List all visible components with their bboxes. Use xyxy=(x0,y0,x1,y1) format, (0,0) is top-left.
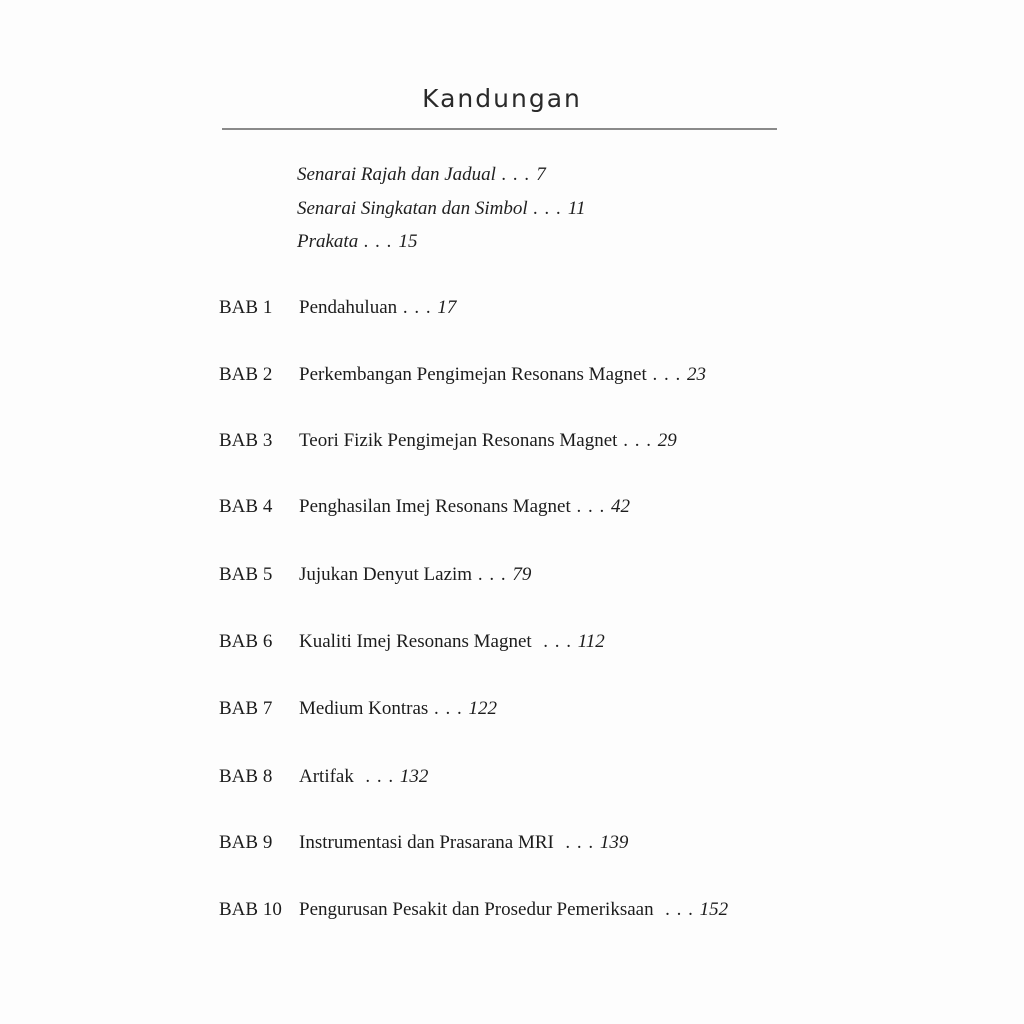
chapter-page: 132 xyxy=(399,766,429,787)
chapter-title: Jujukan Denyut Lazim xyxy=(299,564,473,585)
entry-title: Senarai Rajah dan Jadual xyxy=(297,164,496,185)
chapter-title: Kualiti Imej Resonans Magnet xyxy=(299,631,532,652)
chapter-title: Pendahuluan xyxy=(299,297,398,318)
chapter-title: Medium Kontras xyxy=(299,698,429,719)
entry-page: 7 xyxy=(536,164,546,185)
chapter-entry xyxy=(219,698,497,720)
entry-dots: . . . xyxy=(570,496,612,517)
title-divider xyxy=(222,128,777,130)
chapter-label: BAB 3 xyxy=(219,430,273,451)
chapter-label: BAB 1 xyxy=(219,297,273,318)
entry-dots: . . . xyxy=(397,297,438,318)
chapter-title: Perkembangan Pengimejan Resonans Magnet xyxy=(299,364,647,385)
chapter-entry xyxy=(219,899,728,921)
entry-dots: . . . xyxy=(358,231,399,252)
chapter-page: 79 xyxy=(512,564,532,585)
chapter-page: 152 xyxy=(699,899,729,920)
chapter-title: Pengurusan Pesakit dan Prosedur Pemeriksaan xyxy=(299,899,654,920)
entry-page: 11 xyxy=(567,198,586,219)
entry-dots: . . . xyxy=(495,164,537,185)
entry-dots: . . . xyxy=(617,430,658,451)
chapter-page: 122 xyxy=(468,698,498,719)
entry-dots: . . . xyxy=(531,631,578,652)
chapter-label: BAB 5 xyxy=(219,564,273,585)
entry-title: Prakata xyxy=(297,231,359,252)
chapter-title: Penghasilan Imej Resonans Magnet xyxy=(299,496,571,517)
chapter-page: 17 xyxy=(437,297,457,318)
entry-page: 15 xyxy=(398,231,418,252)
entry-dots: . . . xyxy=(472,564,513,585)
entry-title: Senarai Singkatan dan Simbol xyxy=(297,198,528,219)
chapter-entry xyxy=(219,631,605,653)
chapter-page: 23 xyxy=(686,364,706,385)
entry-dots: . . . xyxy=(527,198,568,219)
chapter-label: BAB 7 xyxy=(219,698,273,719)
page-title: Kandungan xyxy=(422,84,582,113)
entry-dots: . . . xyxy=(646,364,687,385)
chapter-title: Teori Fizik Pengimejan Resonans Magnet xyxy=(299,430,618,451)
front-matter-entry xyxy=(297,198,585,220)
chapter-label: BAB 9 xyxy=(219,832,273,853)
chapter-entry xyxy=(219,832,628,854)
chapter-label: BAB 2 xyxy=(219,364,273,385)
chapter-page: 42 xyxy=(611,496,631,517)
chapter-entry xyxy=(219,297,456,319)
chapter-entry xyxy=(219,564,531,586)
chapter-page: 139 xyxy=(599,832,629,853)
entry-dots: . . . xyxy=(428,698,469,719)
chapter-entry xyxy=(219,364,706,386)
chapter-entry xyxy=(219,430,677,452)
chapter-title: Artifak xyxy=(299,766,354,787)
front-matter-entry xyxy=(297,164,546,186)
chapter-entry xyxy=(219,496,630,518)
front-matter-entry xyxy=(297,231,417,253)
chapter-entry xyxy=(219,766,428,788)
chapter-label: BAB 8 xyxy=(219,766,273,787)
entry-dots: . . . xyxy=(353,766,400,787)
chapter-page: 29 xyxy=(657,430,677,451)
chapter-title: Instrumentasi dan Prasarana MRI xyxy=(299,832,554,853)
entry-dots: . . . xyxy=(653,899,700,920)
chapter-label: BAB 4 xyxy=(219,496,273,517)
chapter-label: BAB 10 xyxy=(219,899,282,920)
entry-dots: . . . xyxy=(553,832,600,853)
chapter-page: 112 xyxy=(577,631,605,652)
chapter-label: BAB 6 xyxy=(219,631,273,652)
